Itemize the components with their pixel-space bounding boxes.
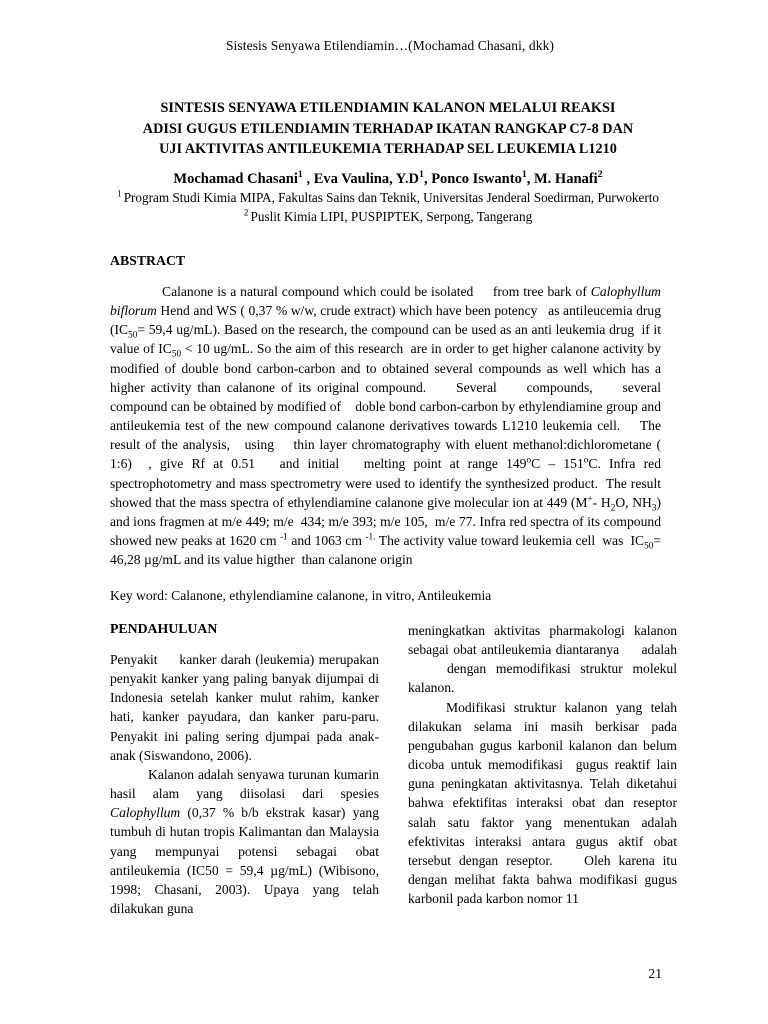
title-line-3: UJI AKTIVITAS ANTILEUKEMIA TERHADAP SEL LEUKEMIA L1210 [159, 141, 617, 157]
author-block [98, 170, 678, 226]
introduction-heading: PENDAHULUAN [110, 621, 218, 636]
body-column-left [110, 650, 379, 918]
title-line-2: ADISI GUGUS ETILENDIAMIN TERHADAP IKATAN RANGKAP C7-8 DAN [142, 120, 634, 137]
running-head: Sistesis Senyawa Etilendiamin…(Mochamad Chasani, dkk) [225, 38, 555, 53]
keywords-line: Key word: Calanone, ethylendiamine calanone, in vitro, Antileukemia [110, 588, 492, 603]
paragraph: Kalanon adalah senyawa turunan kumarin hasil alam yang diisolasi dari spesies Calophyllum (0,37 % b/b ekstrak kasar) yang tumbuh di hutan tropis Kalimantan dan Malaysia yang mempunyai potensi sebagai obat antileukemia (IC50 = 59,4 µg/mL) (Wibisono, 1998; Chasani, 2003). Upaya yang telah dilakukan guna [110, 766, 379, 917]
page-title [98, 98, 678, 160]
paragraph: Penyakit kanker darah (leukemia) merupakan penyakit kanker yang paling banyak dijumpai di Indonesia setelah kanker mulut rahim, kanker hati, kanker payudara, dan kanker paru-paru. Penyakit ini paling sering djumpai pada anak-anak (Siswandono, 2006). [110, 652, 379, 763]
affiliation-1: $^1$ Program Studi Kimia MIPA, Fakultas Sains dan Teknik, Universitas Jenderal Soedirman, Purwokerto [116, 188, 660, 205]
author-names: Mochamad Chasani$^1$ , Eva Vaulina, $Y.D^1$, Ponco Iswanto$^1$, M. Hanafi$^2$ [173, 169, 603, 187]
paragraph: Modifikasi struktur kalanon yang telah dilakukan selama ini masih berkisar pada pengubahan gugus karbonil kalanon dan belum dicoba untuk memodifikasi gugus reaktif lain guna peningkatan aktivitasnya. Telah diketahui bahwa efektifitas interaksi obat dan reseptor salah satu faktor yang menentukan adalah efektivitas interaksi antara gugus aktif obat tersebut dengan reseptor. Oleh karena itu dengan melihat fakta bahwa modifikasi gugus karbonil pada karbon nomor 11 [408, 699, 677, 907]
paragraph: meningkatkan aktivitas pharmakologi kalanon sebagai obat antileukemia diantaranya adalah dengan memodifikasi struktur molekul kalanon. [408, 623, 677, 696]
affiliation-2: $^2$ Puslit Kimia LIPI, PUSPIPTEK, Serpong, Tangerang [243, 207, 533, 224]
abstract-body: Calanone is a natural compound which could be isolated from tree bark of Calophyllum biflorum Hend and WS ( 0,37 % w/w, crude extract) which have been potency as antileucemia drug ($IC_{50}= 59,4$ ug/mL). Based on the research, the compound can be used as an anti leukemia drug if it value of $IC_{50} < 10$ ug/mL. So the aim of this research are in order to get higher calanone activity by modified of double bond carbon-carbon and to obtained several compounds as well which has a higher activity than calanone of its original compound. Several compounds, several compound can be obtained by modified of doble bond carbon-carbon by ethylendiamine group and antileukemia test of the new compound calanone derivatives towards L1210 leukemia cell. The result of the analysis, using thin layer chromatography with eluent methanol:dichlorometane ( 1:6) , give Rf at 0.51 and initial melting point at range 149$^o$C – 151$^o$C. Infra red spectrophotometry and mass spectrometry were used to identify the synthesized product. The result showed that the mass spectra of ethylendiamine calanone give molecular ion at 449 (M+- $H_2O$, $NH_3$) and ions fragmen at m/e 449; m/e 434; m/e 393; m/e 105, m/e 77. Infra red spectra of its compound showed new peaks at 1620 cm $^{-1}$ and 1063 cm $^{-1.}$ The activity value toward leukemia cell was $IC_{50}= 46,28$ µg/mL and its value higther than calanone origin [110, 284, 662, 568]
abstract-heading: ABSTRACT [110, 253, 186, 268]
body-column-right [408, 621, 677, 908]
page-number: 21 [648, 966, 662, 981]
title-line-1: SINTESIS SENYAWA ETILENDIAMIN KALANON MELALUI REAKSI [160, 100, 616, 116]
